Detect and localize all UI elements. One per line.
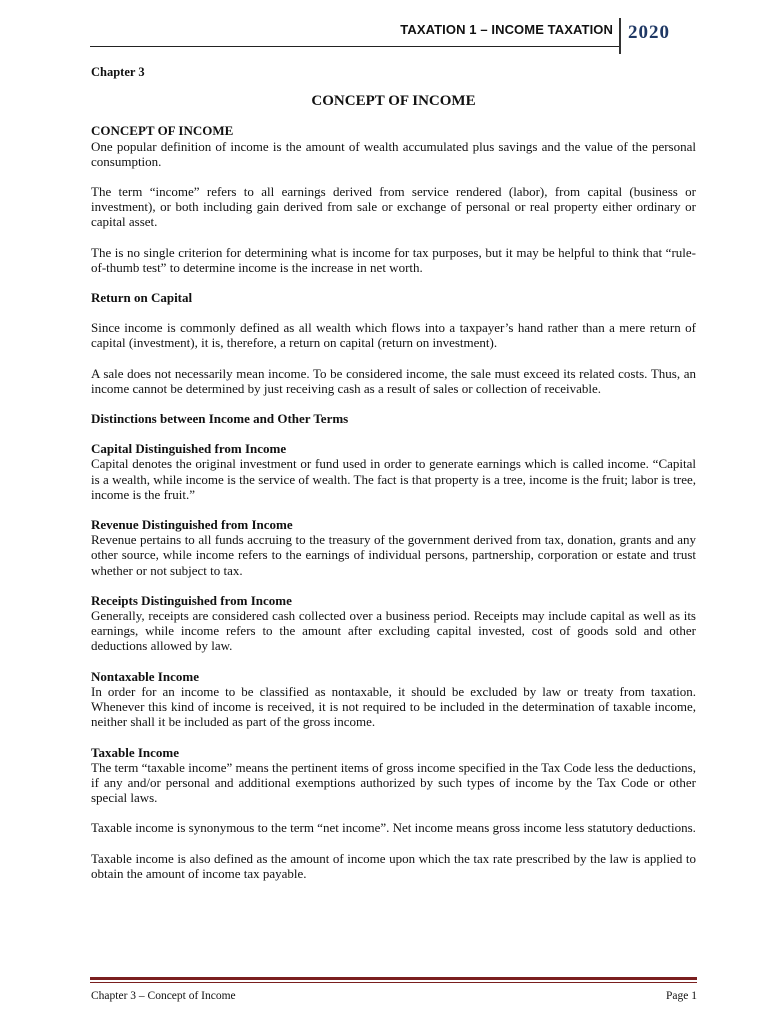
paragraph: The is no single criterion for determining what is income for tax purposes, but it may be helpful to think that “rule-of-thumb test” to determine income is the increase in net worth. (91, 244, 696, 275)
chapter-label: Chapter 3 (91, 65, 145, 79)
paragraph: Taxable income is also defined as the amount of income upon which the tax rate prescribed by the law is applied to obtain the amount of income tax payable. (91, 850, 696, 881)
paragraph: The term “taxable income” means the pertinent items of gross income specified in the Tax Code less the deductions, if any and/or personal and additional exemptions authorized by such types of income by the Tax Code or other special laws. (91, 759, 696, 806)
section-heading-distinctions: Distinctions between Income and Other Terms (91, 411, 349, 427)
section-heading-revenue: Revenue Distinguished from Income (91, 517, 293, 533)
footer-divider-thick (90, 977, 697, 980)
paragraph: The term “income” refers to all earnings derived from service rendered (labor), from capital (business or investment), or both including gain derived from sale or exchange of personal or real property either ordinary or capital asset. (91, 184, 696, 230)
header-title: TAXATION 1 – INCOME TAXATION (400, 22, 613, 37)
paragraph: A sale does not necessarily mean income. To be considered income, the sale must exceed its related costs. Thus, an income cannot be determined by just receiving cash as a result of sales or collection of receivable. (91, 365, 696, 396)
header-vertical-rule (619, 18, 621, 54)
footer-chapter-label: Chapter 3 – Concept of Income (91, 990, 236, 1002)
section-heading-capital: Capital Distinguished from Income (91, 441, 287, 457)
paragraph: Generally, receipts are considered cash collected over a business period. Receipts may include capital as well as its earnings, while income refers to the amount after excluding capital invested, cost of goods sold and other deductions allowed by law. (91, 608, 696, 654)
paragraph: In order for an income to be classified as nontaxable, it should be excluded by law or treaty from taxation. Whenever this kind of income is received, it is not required to be included in the determination of taxable income, neither shall it be included as part of the gross income. (91, 683, 696, 730)
section-heading-return-on-capital: Return on Capital (91, 290, 193, 306)
document-body (91, 65, 696, 881)
section-heading-taxable: Taxable Income (91, 744, 179, 760)
header-divider (90, 46, 620, 47)
paragraph: Capital denotes the original investment or fund used in order to generate earnings which is called income. “Capital is a wealth, while income is the service of wealth. The fact is that property is a tree, income is the fruit; labor is tree, income is the fruit.” (91, 456, 696, 502)
footer-divider-thin (90, 982, 697, 983)
paragraph: Taxable income is synonymous to the term “net income”. Net income means gross income less statutory deductions. (91, 820, 696, 836)
paragraph: Revenue pertains to all funds accruing to the treasury of the government derived from tax, donation, grants and any other source, while income refers to the earnings of individual persons, partnership, corporation or estate and trust whether or not subject to tax. (91, 532, 696, 578)
page-title: CONCEPT OF INCOME (311, 93, 476, 110)
section-heading-concept: CONCEPT OF INCOME (91, 123, 234, 139)
footer-page-number: Page 1 (666, 990, 697, 1002)
section-heading-receipts: Receipts Distinguished from Income (91, 592, 292, 608)
paragraph: Since income is commonly defined as all wealth which flows into a taxpayer’s hand rather than a mere return of capital (investment), it is, therefore, a return on capital (return on investment). (91, 320, 696, 351)
paragraph: One popular definition of income is the amount of wealth accumulated plus savings and the value of the personal consumption. (91, 138, 696, 169)
section-heading-nontaxable: Nontaxable Income (91, 668, 199, 684)
header-year: 2020 (628, 22, 670, 43)
